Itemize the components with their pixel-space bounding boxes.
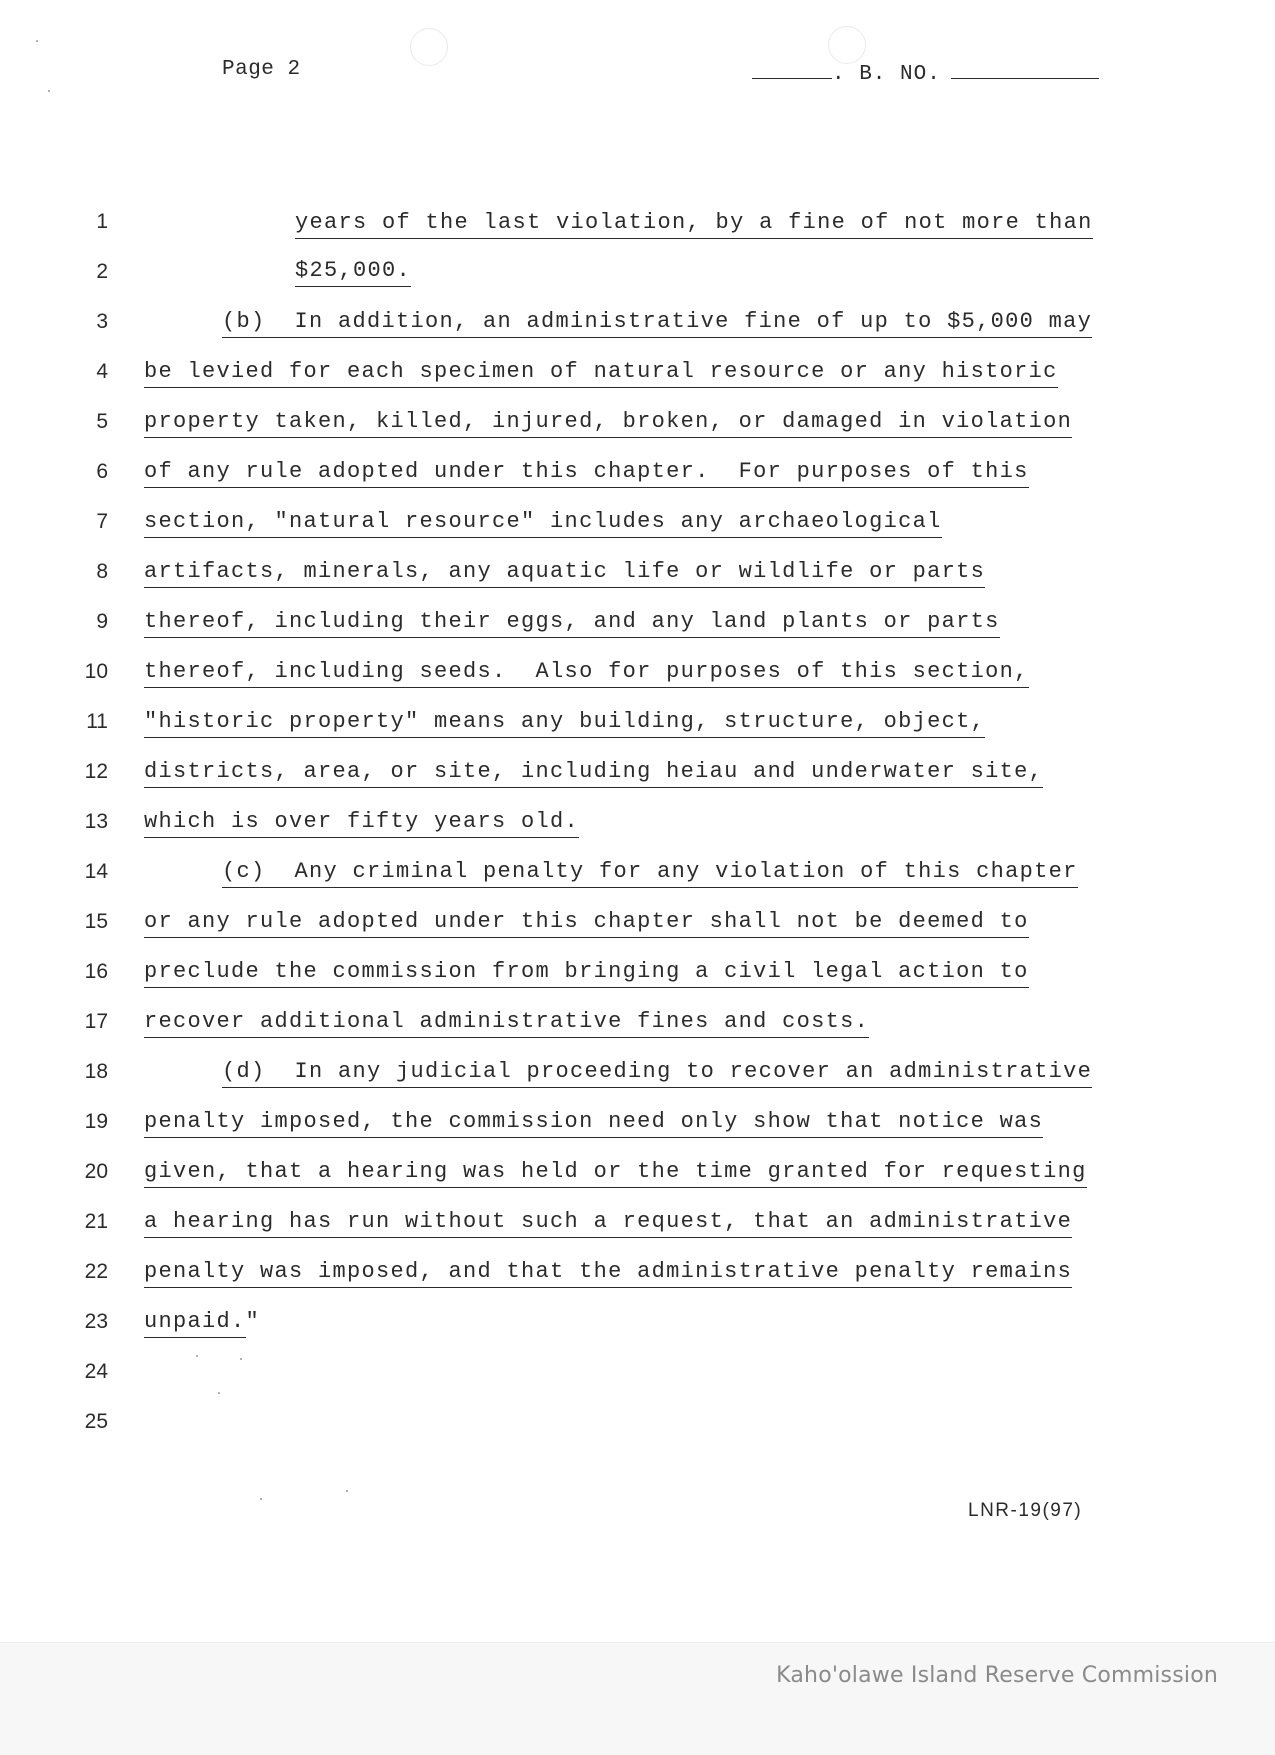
- line-number: 4: [96, 360, 108, 383]
- bill-number-field: [752, 63, 1099, 86]
- line-number: 15: [84, 910, 108, 933]
- text-line: artifacts, minerals, any aquatic life or wildlife or parts: [144, 559, 985, 585]
- scan-speck: [196, 1355, 198, 1357]
- bill-number-label: . B. NO.: [832, 63, 941, 86]
- line-number: 24: [84, 1360, 108, 1383]
- text-line: be levied for each specimen of natural resource or any historic: [144, 359, 1058, 385]
- text-line: years of the last violation, by a fine of not more than: [295, 210, 1093, 236]
- line-number: 22: [84, 1260, 108, 1283]
- line-number: 12: [84, 760, 108, 783]
- line-number: 21: [84, 1210, 108, 1233]
- scan-speck: [218, 1392, 220, 1394]
- text-line: or any rule adopted under this chapter shall not be deemed to: [144, 909, 1029, 935]
- line-number: 25: [84, 1410, 108, 1433]
- page-number-label: Page 2: [222, 58, 301, 81]
- text-line: thereof, including seeds. Also for purposes of this section,: [144, 659, 1029, 685]
- line-number: 11: [86, 710, 108, 733]
- bill-type-blank: [752, 64, 832, 79]
- text-line: section, "natural resource" includes any archaeological: [144, 509, 942, 535]
- text-line: given, that a hearing was held or the time granted for requesting: [144, 1159, 1087, 1185]
- text-line: preclude the commission from bringing a civil legal action to: [144, 959, 1029, 985]
- text-line: $25,000.: [295, 258, 411, 284]
- text-line: of any rule adopted under this chapter. For purposes of this: [144, 459, 1029, 485]
- line-number: 2: [96, 260, 108, 283]
- text-line: penalty was imposed, and that the administrative penalty remains: [144, 1259, 1072, 1285]
- text-line: property taken, killed, injured, broken, or damaged in violation: [144, 409, 1072, 435]
- scan-speck: [346, 1490, 348, 1492]
- text-line: penalty imposed, the commission need only show that notice was: [144, 1109, 1043, 1135]
- closing-quote: ": [245, 1309, 261, 1334]
- archive-watermark: Kaho'olawe Island Reserve Commission: [776, 1663, 1218, 1688]
- text-line: "historic property" means any building, structure, object,: [144, 709, 985, 735]
- line-number: 6: [96, 460, 108, 483]
- scan-speck: [260, 1498, 262, 1500]
- text-line: thereof, including their eggs, and any land plants or parts: [144, 609, 1000, 635]
- bill-number-blank: [951, 64, 1099, 79]
- line-number: 14: [84, 860, 108, 883]
- footer-band: [0, 1642, 1275, 1755]
- punch-hole-mark: [828, 26, 866, 64]
- text-line: (b) In addition, an administrative fine of up to $5,000 may: [222, 309, 1092, 335]
- text-line: which is over fifty years old.: [144, 809, 579, 835]
- line-number: 1: [96, 210, 108, 233]
- text-line: (d) In any judicial proceeding to recover an administrative: [222, 1059, 1092, 1085]
- punch-hole-mark: [410, 28, 448, 66]
- text-line: (c) Any criminal penalty for any violation of this chapter: [222, 859, 1078, 885]
- line-number: 10: [84, 660, 108, 683]
- line-number: 18: [84, 1060, 108, 1083]
- line-number: 13: [84, 810, 108, 833]
- scan-speck: [48, 90, 50, 92]
- line-number: 17: [84, 1010, 108, 1033]
- form-code: LNR-19(97): [968, 1500, 1083, 1521]
- text-line: a hearing has run without such a request, that an administrative: [144, 1209, 1072, 1235]
- line-number: 7: [96, 510, 108, 533]
- scan-speck: [240, 1358, 242, 1360]
- line-number: 3: [96, 310, 108, 333]
- line-number: 9: [96, 610, 108, 633]
- text-line: districts, area, or site, including heiau and underwater site,: [144, 759, 1043, 785]
- text-line: unpaid.": [144, 1309, 260, 1335]
- line-number: 23: [84, 1310, 108, 1333]
- line-number: 5: [96, 410, 108, 433]
- scan-speck: [36, 40, 38, 42]
- text-line: recover additional administrative fines and costs.: [144, 1009, 869, 1035]
- line-number: 19: [84, 1110, 108, 1133]
- line-number: 20: [84, 1160, 108, 1183]
- line-number: 8: [96, 560, 108, 583]
- line-number: 16: [84, 960, 108, 983]
